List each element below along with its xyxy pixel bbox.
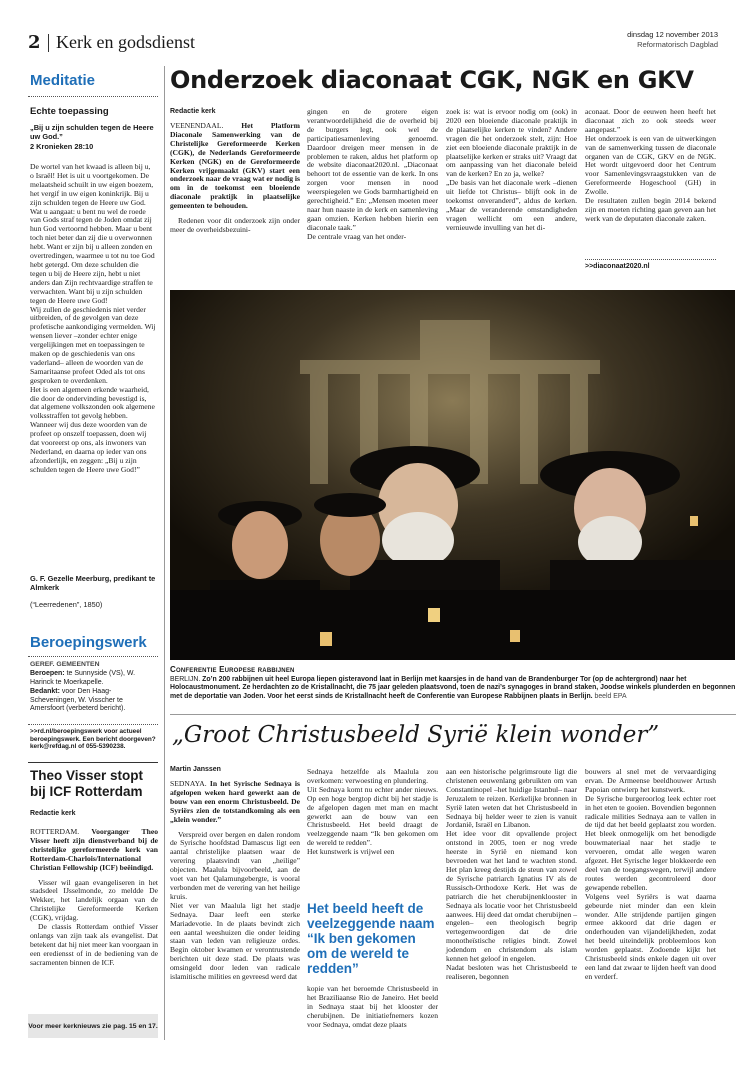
pullquote: Het beeld heeft de veelzeggende naam “Ik ben gekomen om de wereld te redden” (307, 901, 435, 976)
theo-byline: Redactie kerk (30, 810, 76, 817)
meditatie-paragraph: De wortel van het kwaad is alleen bij u, o Israël! Het is uit u voortgekomen. De melaatsheid schuilt in uw eigen boezem, het vergif in uw eigen koninkrijk. Bij u zijn schulden tegen de Heere uw God. Wat u aangaat: u bent nu wel de roede van Gods straf tegen de Joden omdat zij hun God vertoornd hebben. Maar u bent toch niet beter dan zij die u overwonnen hebt. Want er zijn bij u alleen zonden en overtredingen, waarmee u tot nu toe God hebt getergd. Om deze schulden die tegen u bij de Heere zijn, hebt u niet anders dan Zijn rechtvaardige straffen te verwachten. Want bij u zijn schulden tegen de Heere uwe God! (30, 162, 155, 305)
article-column: aan een historische pelgrimsroute ligt die christenen eeuwenlang gebruikten om van Constantinopel –het huidige Istanbul– naar Jeruzalem te reizen. Kerkelijke bronnen in Syrië laten weten dat het Christusbeeld in Sednaya bij helder weer te zien is vanuit Jordanië, Israël en Libanon. Het idee voor dit opvallende project ontstond in 2005, toen er nog vrede heerste in Syrië en niemand kon bevroeden wat het land te wachten stond. Het plan kreeg destijds de steun van zowel de Syrische patriarch Ignatius IV als de Russisch-Orthodoxe Kerk. Het was de patriarch die het cherubijnenklooster in Sednaya als locatie voor het Christusbeeld aanwees. Hij deed dat omdat cherubijnen –engelen– een theologisch begrip vertegenwoordigen dat de drie monotheïstische religies bindt. Zowel jodendom en christendom als islam kennen het geloof in engelen. Nadat besloten was het Christusbeeld te realiseren, begonnen (446, 767, 577, 981)
bedankt-label: Bedankt: (30, 688, 60, 695)
article-link[interactable]: >>diaconaat2020.nl (585, 263, 650, 270)
sidebar (28, 66, 158, 1040)
header-paper: Reformatorisch Dagblad (637, 40, 718, 49)
column-separator (164, 66, 165, 1040)
divider (28, 96, 158, 97)
article-paragraph: Redenen voor dit onderzoek zijn onder meer de overheidsbezuini- (170, 216, 300, 234)
caption-place: BERLIJN. (170, 676, 201, 683)
article-column: zoek is: wat is ervoor nodig om (ook) in 2020 een bloeiende diaconale praktijk in de plaatselijke kerken te vinden? Andere vragen die het onderzoek stelt, zijn: Hoe ziet een bloeiende diaconale praktijk in de plaatselijke kerken er straks uit? Vraagt dat om aanpassing van het diaconale beleid van de kerken? En zo ja, welke? „De basis van het diaconale werk –dienen uit liefde tot Christus– blijft ook in de toekomst onveranderd”, aldus de kerken. „Maar de veranderende omstandigheden vragen wellicht om een andere, vernieuwde invulling van het di- (446, 107, 577, 232)
article-column (170, 780, 300, 982)
meditatie-author: G. F. Gezelle Meerburg, predikant te Almkerk (30, 574, 156, 592)
photo-caption (170, 665, 736, 701)
article-column: aconaat. Door de eeuwen heen heeft het diaconaat zich zo ook steeds weer aangepast.” Het onderzoek is een van de uitwerkingen van de samenwerking tussen de diaconale organen van de CGK, GKV en de NGK. Het wordt uitgevoerd door het Centrum voor Samenlevingsvraagstukken van de Gereformeerde Hogeschool (GH) in Zwolle. De resultaten zullen begin 2014 bekend zijn en moeten richting gaan geven aan het werk van de deputaten diaconale zaken. (585, 107, 716, 223)
article-dateline: VEENENDAAL. (170, 121, 224, 130)
article-headline: „Groot Christusbeeld Syrië klein wonder” (172, 722, 660, 748)
beroepen-label: Beroepen: (30, 670, 65, 677)
theo-title: Theo Visser stopt bij ICF Rotterdam (30, 768, 144, 799)
divider (28, 724, 158, 725)
article-headline: Onderzoek diaconaat CGK, NGK en GKV (170, 66, 694, 94)
meditatie-quote: „Bij u zijn schulden tegen de Heere uw God.” (30, 123, 154, 141)
header-divider (48, 34, 49, 52)
article-dateline: SEDNAYA. (170, 779, 207, 788)
meditatie-reference: 2 Kronieken 28:10 (30, 142, 94, 151)
header-date: dinsdag 12 november 2013 (627, 30, 718, 39)
theo-lead (30, 828, 158, 873)
beroepingswerk-link[interactable]: >>rd.nl/beroepingswerk voor actueel beroepingswerk. Een bericht doorgeven? kerk@refdag.nl of 055-5390238. (30, 728, 156, 751)
divider (28, 762, 158, 763)
more-news-text: Voor meer kerknieuws zie pag. 15 en 17. (28, 1022, 158, 1030)
theo-dateline: ROTTERDAM. (30, 827, 80, 836)
article-column (170, 122, 300, 235)
page-number: 2 (28, 32, 41, 53)
article-christusbeeld (170, 718, 736, 1048)
divider (585, 259, 716, 260)
bedankt-text: voor Den Haag-Scheveningen, W. Visscher te Amersfoort (verbeterd bericht). (30, 688, 126, 712)
caption-body: Zo’n 200 rabbijnen uit heel Europa liepen gisteravond laat in Berlijn met kaarsjes in de hand van de Brandenburger Tor (op de achtergrond) naar het Holocaustmonument. Ze herdachten zo de Kristallnacht, die 75 jaar geleden plaatsvond, toen de nazi’s synagoges in brand staken, Joodse winkels plunderden en begonnen met de deportatie van Joden. Voor het eerst sinds de Kristallnacht heeft de Conferentie van Europese Rabbijnen plaats in Berlijn. (170, 676, 736, 700)
theo-paragraph: De classis Rotterdam onthief Visser onlangs van zijn taak als evangelist. Dat betekent dat hij niet meer kan voorgaan in een erediensst of in de bediening van de sacramenten binnen de ICF. (30, 922, 158, 967)
denomination: GEREF. GEMEENTEN (30, 661, 100, 668)
beroepen (30, 670, 156, 687)
meditatie-paragraph: Wij zullen de geschiedenis niet verder uitbreiden, of de gevolgen van deze profetische aankondiging vermelden. Wij wensen liever –zonder echter enige vergelijkingen met en toepassingen te maken op de geschiedenis van ons vaderland– alleen de woorden van de Samaritaanse profeet Oded als tot ons gesproken te overdenken. (30, 304, 156, 385)
theo-lead-text: Voorganger Theo Visser heeft zijn dienstverband bij de christelijke gereformeerde kerk van Rotterdam-Charlois/International Christian Fellowship (ICF) beëindigd. (30, 827, 158, 872)
article-lead (170, 780, 300, 825)
photo-illustration (170, 290, 735, 660)
theo-body (30, 828, 158, 968)
rabbis-photo (170, 290, 735, 660)
article-diaconaat (170, 64, 736, 286)
caption-credit: beeld EPA (594, 692, 627, 700)
divider (170, 714, 736, 715)
article-column: gingen en de grotere eigen verantwoordelijkheid die de overheid bij de burgers legt, ook wel de participatiesamenleving genoemd. Daardoor dreigen meer mensen in de problemen te raken, aldus het platform op de website diaconaat2020.nl. „Diaconaat behoort tot de essentie van de kerk. In ons zorgen voor mensen in nood weerspiegelen we Gods barmhartigheid en gerechtigheid.” En: „Mensen moeten meer naar hun naaste in de kerk en samenleving gaan omzien. Kerken hebben hierin een diaconale taak.” De centrale vraag van het onder- (307, 107, 438, 241)
article-byline: Redactie kerk (170, 108, 216, 115)
article-column: kopie van het beroemde Christusbeeld in het Braziliaanse Rio de Janeiro. Het beeld in Sednaya staat bij het klooster der cherubijnen. De initiatiefnemers kozen voor Sednaya, omdat deze plaats (307, 984, 438, 1029)
article-lead-text: Het Platform Diaconale Samenwerking van de Christelijke Gereformeerde Kerken (CGK), de Nederlands Gereformeerde Kerken (NGK) en de Gereformeerde Kerken vrijgemaakt (GKV) start een onderzoek naar de vraag wat er nodig is om in de toekomst een bloeiende diaconale praktijk in plaatselijke gemeenten te behouden. (170, 121, 300, 211)
meditatie-source: (“Leerredenen”, 1850) (30, 600, 103, 609)
meditatie-paragraph: Het is een algemeen erkende waarheid, die door de ondervinding bevestigd is, dat algemene volkszonden ook algemene volksstraffen tot gevolg hebben. Wanneer wij dus deze woorden van de profeet op onszelf toepassen, doen wij dat vooreerst op ons, als inwoners van Nederland, en daarna op ieder van ons afzonderlijk, en zeggen: „Bij u zijn schulden tegen de Heere uwe God!” (30, 384, 155, 474)
article-column: bouwers al snel met de vervaardiging ervan. De Armeense beeldhouwer Artush Papoian ontwierp het kunstwerk. De Syrische burgeroorlog leek echter roet in het eten te gooien. Bovendien begonnen radicale milities Sednaya aan te vallen in de tijd dat het beeld geplaatst zou worden. Het bleek onmogelijk om het benodigde bouwmateriaal naar het stadje te vervoeren, omdat alle wegen waren afgezet. Het Syrische leger blokkeerde een deel van de toegangswegen, terwijl andere routes werden gecontroleerd door gewapende rebellen. Volgens veel Syriërs is wat daarna gebeurde niet minder dan een klein wonder. Alle strijdende partijen gingen ermee akkoord dat drie dagen er onderhouden van vijandelijkheden, zodat het beeld uiteindelijk probleemloos kon worden geplaatst. Zodoende kijkt het Christusbeeld sinds enkele dagen uit over een land dat zwaar te lijden heeft van dood en verderf. (585, 767, 716, 981)
beroepen-text: te Sunnyside (VS), W. Harinck te Moerkapelle. (30, 670, 136, 686)
beroepingswerk-heading: Beroepingswerk (30, 634, 147, 651)
article-paragraph: Verspreid over bergen en dalen rondom de Syrische hoofdstad Damascus ligt een aantal christelijke plaatsen waar de verering plaatsvindt van „heilige” objecten. Maalula bijvoorbeeld, aan de voet van het Qalamungebergte, is vooral verbonden met de verering van het heilige kruis. Niet ver van Maalula ligt het stadje Sednaya. Daar leeft een sterke Mariadevotie. In de plaats bevindt zich een aantal weeshuizen die onder leiding staan van leden van religieuze ordes. Begin oktober kwamen er verontrustende berichten uit deze stad. De plaats was omsingeld door leden van radicale islamitische milities en gevreesd werd dat (170, 829, 300, 982)
bedankt (30, 688, 156, 714)
meditatie-body (30, 163, 156, 475)
divider (28, 656, 158, 657)
more-news-box[interactable] (28, 1014, 158, 1038)
article-lead (170, 122, 300, 211)
meditatie-heading: Meditatie (30, 72, 96, 89)
section-title: Kerk en godsdienst (56, 32, 195, 52)
caption-text (170, 676, 736, 701)
article-byline: Martin Janssen (170, 766, 221, 773)
article-lead-text: In het Syrische Sednaya is afgelopen weken hard gewerkt aan de bouw van een enorm Christusbeeld. De Syriërs zien de totstandkoming als een „klein wonder.” (170, 779, 300, 824)
theo-paragraph: Visser wil gaan evangeliseren in het stadsdeel IJsselmonde, zo meldde De Wekker, het landelijk orgaan van de Christelijke Gereformeerde Kerken (CGK), vrijdag. (30, 877, 158, 923)
article-column: Sednaya hetzelfde als Maalula zou overkomen: verwoesting en plundering. Uit Sednaya komt nu echter ander nieuws. Op een hoge bergtop dicht bij het stadje is de afgelopen dagen met man en macht gewerkt aan de bouw van een Christusbeeld. Het beeld draagt de veelzeggende naam “Ik ben gekomen om de wereld te redden”. Het kunstwerk is vrijwel een (307, 767, 438, 857)
meditatie-title: Echte toepassing (30, 106, 109, 117)
caption-title: Conferentie Europese rabbijnen (170, 665, 295, 674)
page-header (28, 30, 718, 56)
